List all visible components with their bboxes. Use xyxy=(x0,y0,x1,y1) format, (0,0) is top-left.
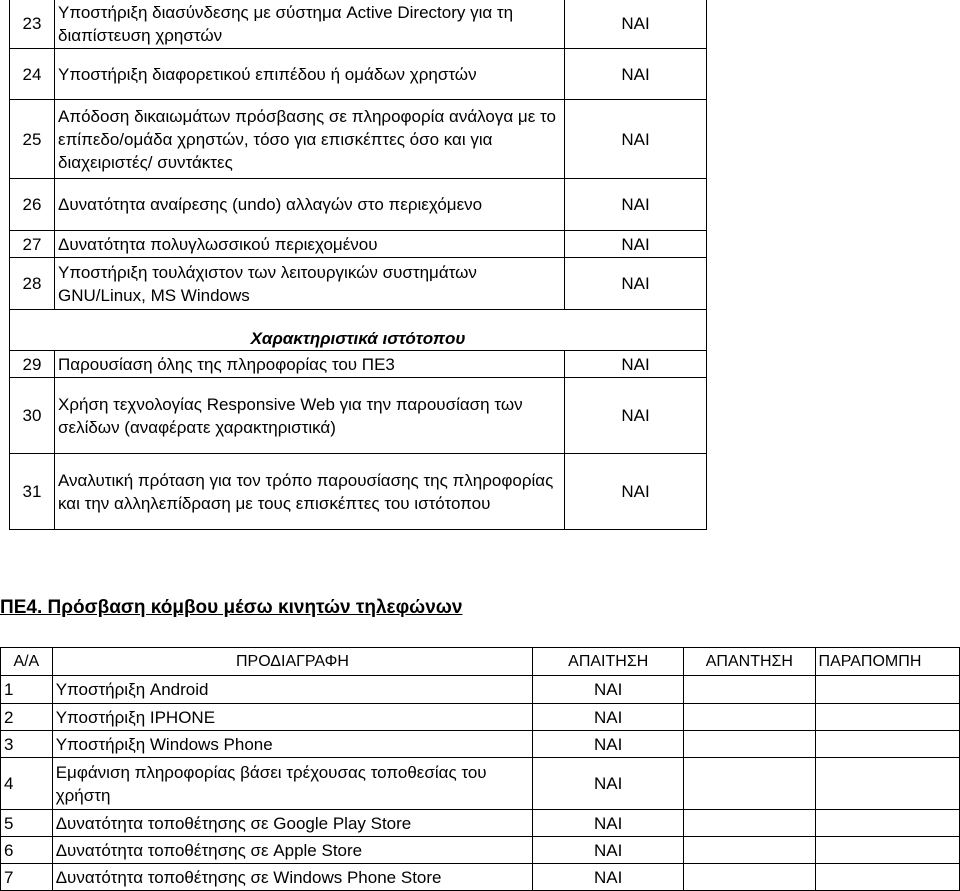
row-number: 6 xyxy=(1,837,53,864)
row-requirement: ΝΑΙ xyxy=(533,731,684,758)
section-header-row xyxy=(10,310,707,351)
row-spec: Δυνατότητα τοποθέτησης σε Google Play Store xyxy=(52,810,533,837)
row-number: 3 xyxy=(1,731,53,758)
row-spec: Απόδοση δικαιωμάτων πρόσβασης σε πληροφορία ανάλογα με το επίπεδο/ομάδα χρηστών, τόσο για επισκέπτες όσο και για διαχειριστές/ συντάκτες xyxy=(55,100,565,179)
row-spec: Παρουσίαση όλης της πληροφορίας του ΠΕ3 xyxy=(55,351,565,378)
row-requirement: ΝΑΙ xyxy=(533,864,684,891)
table-row xyxy=(10,454,707,530)
table-row xyxy=(1,837,960,864)
row-spec: Υποστήριξη διαφορετικού επιπέδου ή ομάδων χρηστών xyxy=(55,49,565,100)
row-spec: Υποστήριξη Windows Phone xyxy=(52,731,533,758)
requirements-table-1 xyxy=(9,0,707,530)
row-answer[interactable] xyxy=(684,704,815,731)
row-number: 29 xyxy=(10,351,55,378)
row-requirement: ΝΑΙ xyxy=(533,810,684,837)
header-aa: Α/Α xyxy=(1,648,53,676)
row-reference[interactable] xyxy=(815,676,959,704)
row-requirement: ΝΑΙ xyxy=(565,258,707,310)
row-requirement: ΝΑΙ xyxy=(565,179,707,231)
row-spec: Δυνατότητα τοποθέτησης σε Apple Store xyxy=(52,837,533,864)
row-requirement: ΝΑΙ xyxy=(533,837,684,864)
row-requirement: ΝΑΙ xyxy=(533,704,684,731)
row-spec: Υποστήριξη τουλάχιστον των λειτουργικών συστημάτων GNU/Linux, MS Windows xyxy=(55,258,565,310)
header-spec: ΠΡΟΔΙΑΓΡΑΦΗ xyxy=(52,648,533,676)
table-row xyxy=(10,258,707,310)
row-number: 31 xyxy=(10,454,55,530)
row-reference[interactable] xyxy=(815,704,959,731)
row-requirement: ΝΑΙ xyxy=(533,758,684,810)
table-row xyxy=(10,378,707,454)
row-number: 2 xyxy=(1,704,53,731)
header-requirement: ΑΠΑΙΤΗΣΗ xyxy=(533,648,684,676)
row-spec: Χρήση τεχνολογίας Responsive Web για την παρουσίαση των σελίδων (αναφέρατε χαρακτηριστικά) xyxy=(55,378,565,454)
row-number: 7 xyxy=(1,864,53,891)
row-reference[interactable] xyxy=(815,837,959,864)
table-row xyxy=(10,179,707,231)
table-row xyxy=(10,351,707,378)
table-row xyxy=(1,864,960,891)
row-answer[interactable] xyxy=(684,864,815,891)
row-reference[interactable] xyxy=(815,864,959,891)
table-row xyxy=(10,231,707,258)
row-requirement: ΝΑΙ xyxy=(565,378,707,454)
row-requirement: ΝΑΙ xyxy=(565,0,707,49)
row-answer[interactable] xyxy=(684,758,815,810)
table-row xyxy=(1,676,960,704)
row-requirement: ΝΑΙ xyxy=(565,454,707,530)
row-requirement: ΝΑΙ xyxy=(533,676,684,704)
section-title: ΠΕ4. Πρόσβαση κόμβου μέσω κινητών τηλεφώνων xyxy=(0,597,463,618)
row-spec: Υποστήριξη IPHONE xyxy=(52,704,533,731)
row-answer[interactable] xyxy=(684,731,815,758)
table-row xyxy=(1,731,960,758)
row-number: 27 xyxy=(10,231,55,258)
header-answer: ΑΠΑΝΤΗΣΗ xyxy=(684,648,815,676)
table-header-row xyxy=(1,648,960,676)
table-row xyxy=(10,100,707,179)
row-requirement: ΝΑΙ xyxy=(565,351,707,378)
table-row xyxy=(10,0,707,49)
row-number: 28 xyxy=(10,258,55,310)
row-spec: Δυνατότητα πολυγλωσσικού περιεχομένου xyxy=(55,231,565,258)
row-reference[interactable] xyxy=(815,758,959,810)
row-spec: Δυνατότητα τοποθέτησης σε Windows Phone Store xyxy=(52,864,533,891)
row-answer[interactable] xyxy=(684,676,815,704)
row-reference[interactable] xyxy=(815,731,959,758)
row-answer[interactable] xyxy=(684,837,815,864)
header-reference: ΠΑΡΑΠΟΜΠΗ xyxy=(815,648,959,676)
row-spec: Υποστήριξη διασύνδεσης με σύστημα Active Directory για τη διαπίστευση χρηστών xyxy=(55,0,565,49)
row-requirement: ΝΑΙ xyxy=(565,49,707,100)
table-row xyxy=(10,49,707,100)
row-number: 30 xyxy=(10,378,55,454)
row-spec: Δυνατότητα αναίρεσης (undo) αλλαγών στο περιεχόμενο xyxy=(55,179,565,231)
row-requirement: ΝΑΙ xyxy=(565,100,707,179)
table-row xyxy=(1,810,960,837)
row-number: 25 xyxy=(10,100,55,179)
row-number: 4 xyxy=(1,758,53,810)
row-number: 26 xyxy=(10,179,55,231)
row-reference[interactable] xyxy=(815,810,959,837)
row-answer[interactable] xyxy=(684,810,815,837)
requirements-table-2 xyxy=(0,647,960,891)
row-number: 5 xyxy=(1,810,53,837)
row-spec: Εμφάνιση πληροφορίας βάσει τρέχουσας τοποθεσίας του χρήστη xyxy=(52,758,533,810)
row-requirement: ΝΑΙ xyxy=(565,231,707,258)
row-number: 23 xyxy=(10,0,55,49)
table-row xyxy=(1,758,960,810)
row-spec: Αναλυτική πρόταση για τον τρόπο παρουσίασης της πληροφορίας και την αλληλεπίδραση με τους επισκέπτες του ιστότοπου xyxy=(55,454,565,530)
section-header: Χαρακτηριστικά ιστότοπου xyxy=(10,310,707,351)
table-row xyxy=(1,704,960,731)
row-number: 1 xyxy=(1,676,53,704)
row-number: 24 xyxy=(10,49,55,100)
row-spec: Υποστήριξη Android xyxy=(52,676,533,704)
